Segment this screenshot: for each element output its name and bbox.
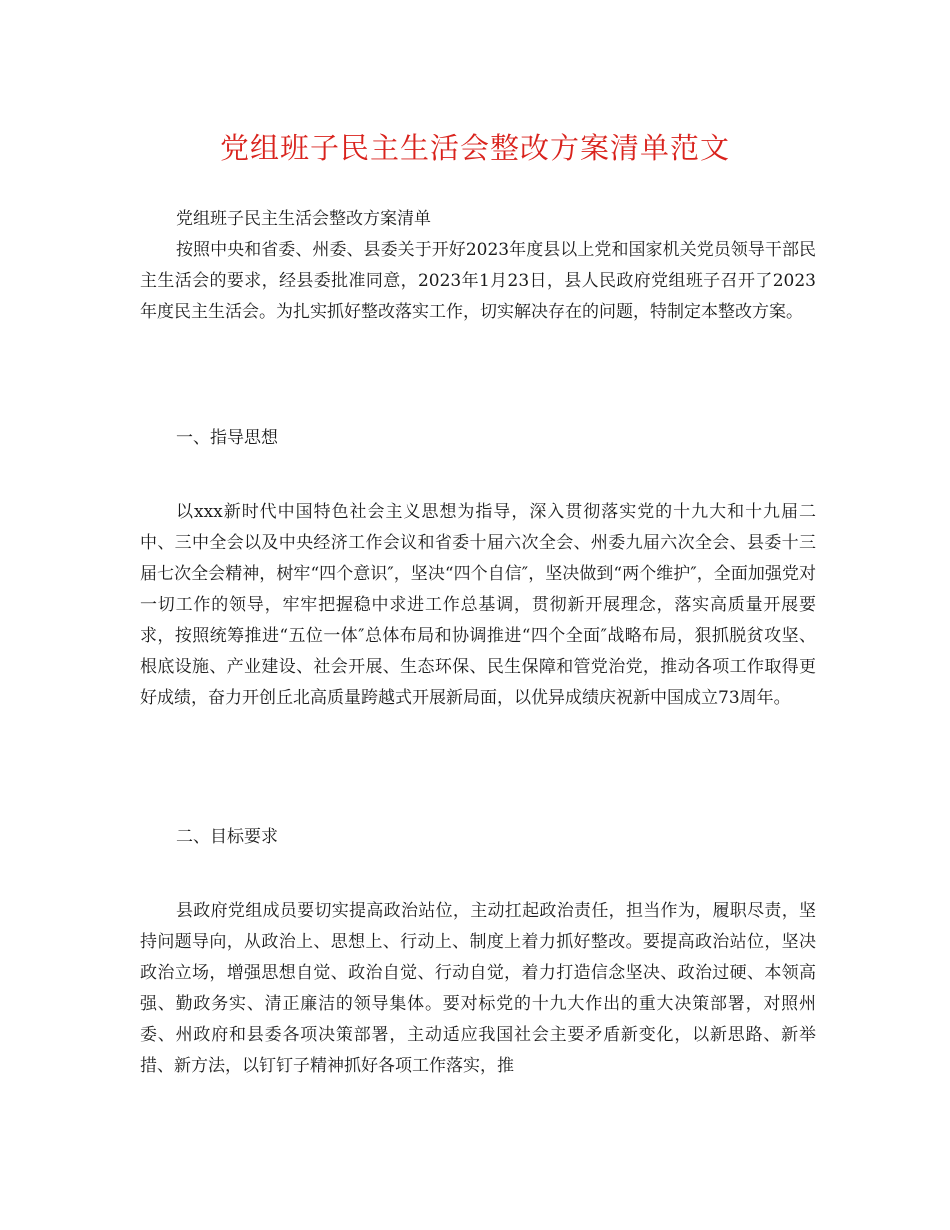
section-heading-guiding-ideology: 一、指导思想: [176, 428, 278, 448]
section-paragraph-guiding-ideology: 以xxx新时代中国特色社会主义思想为指导，深入贯彻落实党的十九大和十九届二中、三中全会以及中央经济工作会议和省委十届六次全会、州委九届六次全会、县委十三届七次全会精神，树牢“四个意识″，坚决“四个自信″，坚决做到“两个维护″，全面加强党对一切工作的领导，牢牢把握稳中求进工作总基调，贯彻新开展理念，落实高质量开展要求，按照统筹推进“五位一体″总体布局和协调推进“四个全面″战略布局，狠抓脱贫攻坚、根底设施、产业建设、社会开展、生态环保、民生保障和管党治党，推动各项工作取得更好成绩，奋力开创丘北高质量跨越式开展新局面，以优异成绩庆祝新中国成立73周年。: [140, 502, 816, 708]
section-heading-goals: 二、目标要求: [176, 827, 278, 847]
intro-paragraph: 按照中央和省委、州委、县委关于开好2023年度县以上党和国家机关党员领导干部民主生活会的要求，经县委批准同意，2023年1月23日，县人民政府党组班子召开了2023年度民主生活会。为扎实抓好整改落实工作，切实解决存在的问题，特制定本整改方案。: [140, 240, 816, 322]
document-title: 党组班子民主生活会整改方案清单范文: [219, 131, 730, 165]
document-subtitle: 党组班子民主生活会整改方案清单: [176, 209, 431, 229]
section-paragraph-goals: 县政府党组成员要切实提高政治站位，主动扛起政治责任，担当作为，履职尽责，坚持问题导向，从政治上、思想上、行动上、制度上着力抓好整改。要提高政治站位，坚决政治立场，增强思想自觉、政治自觉、行动自觉，着力打造信念坚决、政治过硬、本领高强、勤政务实、清正廉洁的领导集体。要对标党的十九大作出的重大决策部署，对照州委、州政府和县委各项决策部署，主动适应我国社会主要矛盾新变化，以新思路、新举措、新方法，以钉钉子精神抓好各项工作落实，推: [140, 901, 816, 1076]
